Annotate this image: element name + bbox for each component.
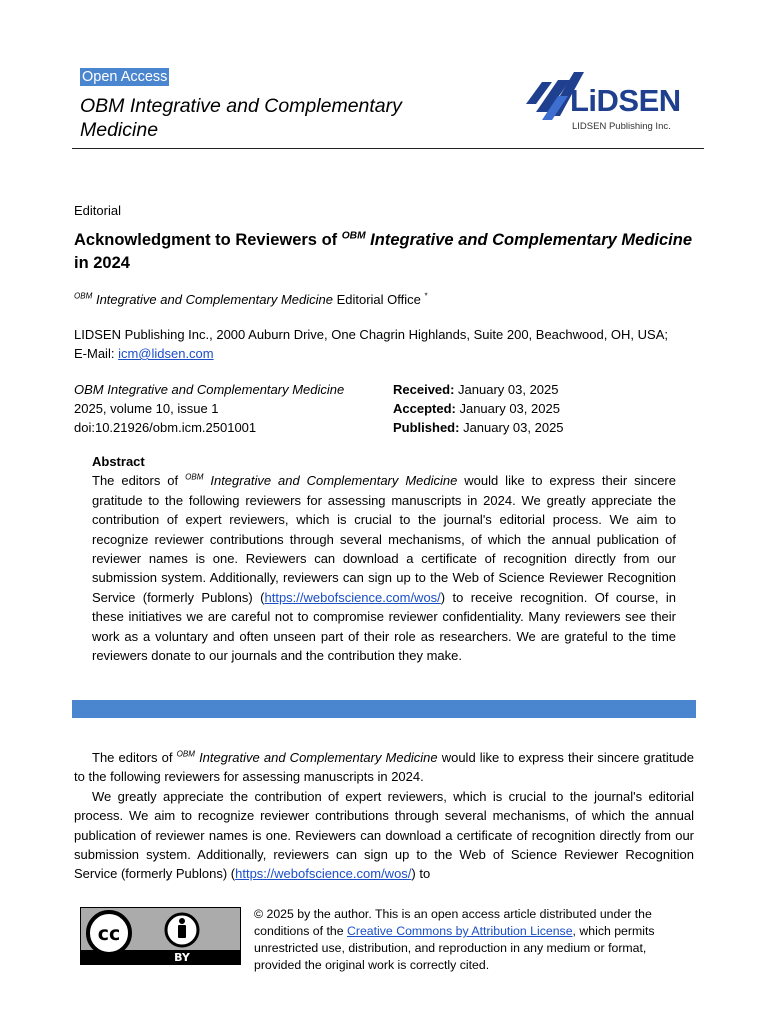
citation-volume: 2025, volume 10, issue 1 [74, 401, 219, 416]
license-text-end: , which permits unrestricted use, distribution, and reproduction in any medium or format, provided the original work is correctly cited. [254, 924, 655, 972]
article-title [74, 229, 704, 275]
abstract-journal: Integrative and Complementary Medicine [203, 473, 458, 489]
svg-text:cc: cc [97, 923, 121, 945]
abstract-text [92, 471, 676, 665]
affiliation-address: LIDSEN Publishing Inc., 2000 Auburn Drive, One Chagrin Highlands, Suite 200, Beachwood, OH, USA; [74, 327, 668, 342]
open-access-badge: Open Access [82, 69, 168, 85]
section-divider-bar [72, 700, 696, 718]
body-p2-text: We greatly appreciate the contribution of expert reviewers, which is crucial to the journal's editorial process. We aim to recognize reviewer contributions through several mechanisms, of which the annual publication of reviewer names is one. Reviewers can download a certificate of recognition directly from our submission system. Additionally, reviewers can sign up to the Web of Science Reviewer Recognition Service (formerly Publons) ( [74, 788, 694, 882]
license-text-start: © 2025 by the author. This is an open access article distributed under the conditions of the [254, 907, 652, 938]
body-wos-link[interactable]: https://webofscience.com/wos/ [235, 866, 412, 882]
accepted-value: January 03, 2025 [455, 401, 560, 416]
title-text: Acknowledgment to Reviewers of [74, 231, 342, 249]
abstract-heading: Abstract [92, 454, 145, 469]
abstract-wos-link[interactable]: https://webofscience.com/wos/ [264, 589, 441, 605]
cc-by-icon [81, 908, 240, 964]
affiliation [74, 325, 714, 363]
accepted-date [393, 399, 564, 418]
author-superscript: OBM [74, 291, 93, 301]
title-italic: Integrative and Complementary Medicine [365, 231, 692, 249]
cc-by-label: BY [174, 951, 190, 964]
abstract-text-start: The editors of [92, 473, 186, 489]
body-journal: Integrative and Complementary Medicine [194, 750, 438, 765]
received-date [393, 380, 564, 399]
dates-info [393, 380, 564, 437]
abstract-text-body: would like to express their sincere gratitude to the following reviewers for assessing manuscripts in 2024. We greatly appreciate the contribution of expert reviewers, which is crucial to the journal's editorial process. We aim to recognize reviewer contributions through several mechanisms, of which the annual publication of reviewer names is one. Reviewers can download a certificate of recognition directly from our submission system. Additionally, reviewers can sign up to the Web of Science Reviewer Recognition Service (formerly Publons) ( [92, 473, 676, 605]
body-superscript: OBM [176, 749, 195, 759]
license-text [254, 906, 694, 974]
logo-wordmark: LiDSEN [570, 83, 681, 118]
abstract [92, 452, 676, 665]
abstract-text-end: ) to receive recognition. Of course, in these initiatives we are careful not to compromise reviewer confidentiality. Many reviewers see their work as a voluntary and often unseen part of their role as researchers. We are grateful to the time reviewers donate to our journals and the contribution they make. [92, 589, 676, 664]
abstract-superscript: OBM [185, 473, 204, 483]
body-paragraph-1 [74, 748, 694, 787]
cc-license-link[interactable]: Creative Commons by Attribution License [346, 924, 573, 938]
email-label: E-Mail: [74, 346, 119, 361]
cc-by-license-badge[interactable] [80, 907, 241, 965]
section-label: Editorial [74, 203, 121, 218]
body-p1-start: The editors of [92, 750, 177, 765]
published-date [393, 418, 564, 437]
email-line [74, 344, 714, 363]
title-superscript: OBM [341, 230, 366, 242]
accepted-label: Accepted: [393, 401, 456, 416]
journal-title-line1: OBM Integrative and Complementary [80, 95, 402, 117]
author-mark: * [424, 291, 428, 301]
citation-journal: OBM Integrative and Complementary Medicine [74, 382, 345, 397]
email-link[interactable]: icm@lidsen.com [118, 346, 214, 361]
journal-title-line2: Medicine [80, 119, 159, 141]
body-p2-end: ) to [411, 866, 431, 882]
author-office: Editorial Office [332, 292, 425, 307]
published-value: January 03, 2025 [459, 420, 564, 435]
author-line [74, 292, 428, 308]
body-text [74, 748, 694, 884]
body-p1-rest: would like to express their sincere gratitude to the following reviewers for assessing manuscripts in 2024. [74, 750, 695, 785]
citation-info [74, 380, 344, 437]
received-value: January 03, 2025 [454, 382, 559, 397]
header-divider [72, 148, 704, 149]
logo-subtext: LIDSEN Publishing Inc. [572, 121, 671, 132]
citation-doi: doi:10.21926/obm.icm.2501001 [74, 420, 257, 435]
title-year: in 2024 [74, 254, 130, 272]
body-paragraph-2 [74, 787, 694, 884]
published-label: Published: [393, 420, 460, 435]
author-journal: Integrative and Complementary Medicine [92, 292, 333, 307]
received-label: Received: [393, 382, 455, 397]
journal-title [80, 94, 500, 142]
